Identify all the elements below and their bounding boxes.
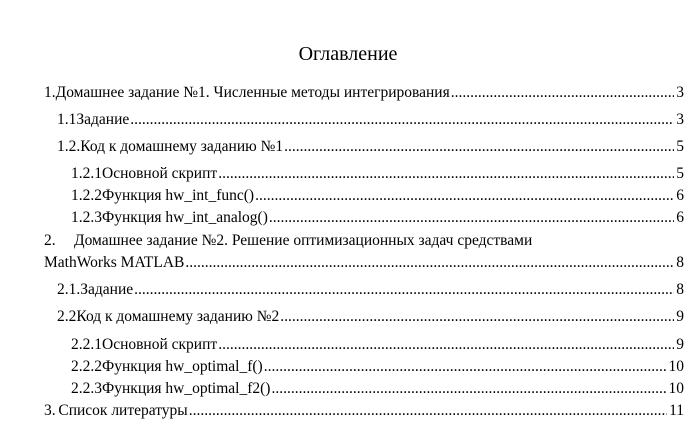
toc-entry-text: Функция hw_int_analog() <box>102 209 268 226</box>
toc-entry-number: 2.2.3 <box>71 380 102 397</box>
toc-entry[interactable] <box>44 83 684 103</box>
toc-entry-page: 6 <box>676 209 684 226</box>
toc-entry-number: 1.2.3 <box>71 209 102 226</box>
toc-entry-text: Функция hw_int_func() <box>102 187 255 204</box>
toc-entry-page: 8 <box>676 254 684 271</box>
toc-dot-leader <box>218 164 674 184</box>
toc-entry-first-line[interactable] <box>44 231 532 251</box>
toc-entry[interactable] <box>71 186 684 206</box>
toc-entry-page: 8 <box>676 281 684 298</box>
toc-entry-text: Домашнее задание №1. Численные методы интегрирования <box>55 84 450 101</box>
toc-entry-text: Код к домашнему заданию №1 <box>80 138 284 155</box>
toc-entry-text: Задание <box>76 111 130 128</box>
toc-entry-page: 6 <box>676 187 684 204</box>
toc-entry-text: Основной скрипт <box>102 165 218 182</box>
toc-dot-leader <box>280 307 674 327</box>
toc-entry-page: 3 <box>676 84 684 101</box>
toc-entry-page: 10 <box>668 358 684 375</box>
toc-entry-page: 11 <box>669 402 684 419</box>
toc-dot-leader <box>255 186 674 206</box>
toc-entry-page: 10 <box>668 380 684 397</box>
toc-entry-number: 1.2.2 <box>71 187 102 204</box>
toc-entry-text: Функция hw_optimal_f() <box>102 358 263 375</box>
toc-entry[interactable] <box>71 357 684 377</box>
toc-title: Оглавление <box>298 43 398 65</box>
toc-entry-number: 2.2 <box>57 308 77 325</box>
toc-dot-leader <box>284 137 674 157</box>
toc-entry-number: 2.1. <box>57 281 81 298</box>
toc-entry-text-continued: MathWorks MATLAB <box>44 254 185 271</box>
toc-entry-number: 1. <box>44 84 56 101</box>
toc-entry-text: Домашнее задание №2. Решение оптимизационных задач средствами <box>74 232 533 249</box>
toc-entry[interactable] <box>71 335 684 355</box>
toc-entry-page: 5 <box>676 138 684 155</box>
toc-entry[interactable] <box>57 280 684 300</box>
toc-dot-leader <box>264 357 667 377</box>
toc-dot-leader <box>134 280 674 300</box>
toc-entry-page: 9 <box>676 336 684 353</box>
toc-entry-number: 3. <box>44 402 56 419</box>
toc-entry-number: 1.2.1 <box>71 165 102 182</box>
toc-dot-leader <box>185 253 674 273</box>
toc-dot-leader <box>271 379 666 399</box>
toc-entry-number: 1.1 <box>57 111 77 128</box>
toc-entry-number: 2.2.2 <box>71 358 102 375</box>
toc-entry[interactable] <box>71 208 684 228</box>
toc-entry[interactable] <box>44 401 684 421</box>
toc-entry-number: 1.2. <box>57 138 81 155</box>
toc-entry-text: Задание <box>80 281 134 298</box>
toc-entry-page: 9 <box>676 308 684 325</box>
toc-dot-leader <box>130 110 674 130</box>
toc-entry-text: Список литературы <box>58 402 188 419</box>
toc-entry[interactable] <box>57 137 684 157</box>
toc-entry[interactable] <box>71 164 684 184</box>
toc-entry[interactable] <box>71 379 684 399</box>
toc-entry[interactable] <box>44 253 684 273</box>
toc-entry[interactable] <box>57 110 684 130</box>
toc-entry-page: 5 <box>676 165 684 182</box>
toc-dot-leader <box>269 208 674 228</box>
toc-entry-number: 2.2.1 <box>71 336 102 353</box>
toc-entry-page: 3 <box>676 111 684 128</box>
toc-entry[interactable] <box>57 307 684 327</box>
toc-entry-text: Функция hw_optimal_f2() <box>102 380 271 397</box>
toc-entry-text: Код к домашнему заданию №2 <box>76 308 280 325</box>
toc-entry-number: 2. <box>44 232 56 249</box>
toc-entry-text: Основной скрипт <box>102 336 218 353</box>
toc-dot-leader <box>218 335 674 355</box>
toc-dot-leader <box>189 401 667 421</box>
toc-dot-leader <box>451 83 675 103</box>
